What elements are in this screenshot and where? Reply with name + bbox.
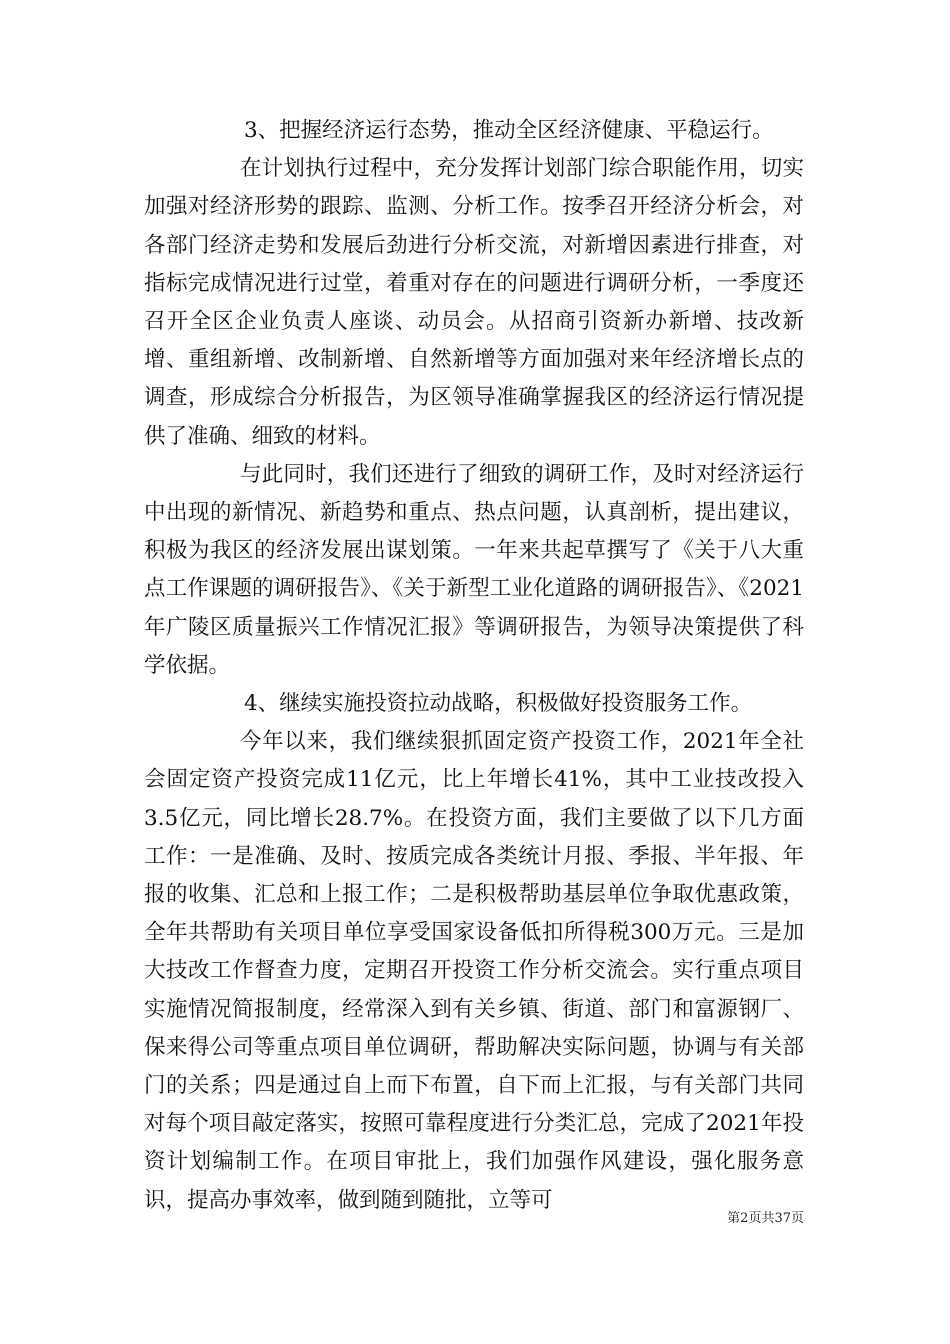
section-heading-4: 4、继续实施投资拉动战略，积极做好投资服务工作。 (244, 691, 753, 717)
paragraph-economic-analysis: 在计划执行过程中，充分发挥计划部门综合职能作用，切实加强对经济形势的跟踪、监测、分析工作。按季召开经济分析会，对各部门经济走势和发展后劲进行分析交流，对新增因素进行排查，对指标完成情况进行过堂，着重对存在的问题进行调研分析，一季度还召开全区企业负责人座谈、动员会。从招商引资新办新增、技改新增、重组新增、改制新增、自然新增等方面加强对来年经济增长点的调查，形成综合分析报告，为区领导准确掌握我区的经济运行情况提供了准确、细致的材料。 (144, 156, 804, 449)
paragraph-research-work: 与此同时，我们还进行了细致的调研工作，及时对经济运行中出现的新情况、新趋势和重点、热点问题，认真剖析，提出建议，积极为我区的经济发展出谋划策。一年来共起草撰写了《关于八大重点工作课题的调研报告》、《关于新型工业化道路的调研报告》、《2021年广陵区质量振兴工作情况汇报》等调研报告，为领导决策提供了科学依据。 (144, 461, 804, 678)
page-number-footer: 第2页共37页 (727, 1211, 804, 1226)
section-heading-3: 3、把握经济运行态势，推动全区经济健康、平稳运行。 (244, 118, 774, 143)
document-body (144, 112, 804, 1220)
paragraph-investment-work: 今年以来，我们继续狠抓固定资产投资工作，2021年全社会固定资产投资完成11亿元，比上年增长41%，其中工业技改投入3.5亿元，同比增长28.7%。在投资方面，我们主要做了以下几方面工作：一是准确、及时、按质完成各类统计月报、季报、半年报、年报的收集、汇总和上报工作；二是积极帮助基层单位争取优惠政策，全年共帮助有关项目单位享受国家设备低扣所得税300万元。三是加大技改工作督查力度，定期召开投资工作分析交流会。实行重点项目实施情况简报制度，经常深入到有关乡镇、街道、部门和富源钢厂、保来得公司等重点项目单位调研，帮助解决实际问题，协调与有关部门的关系；四是通过自上而下布置，自下而上汇报，与有关部门共同对每个项目敲定落实，按照可靠程度进行分类汇总，完成了2021年投资计划编制工作。在项目审批上，我们加强作风建设，强化服务意识，提高办事效率，做到随到随批，立等可 (144, 729, 804, 1213)
